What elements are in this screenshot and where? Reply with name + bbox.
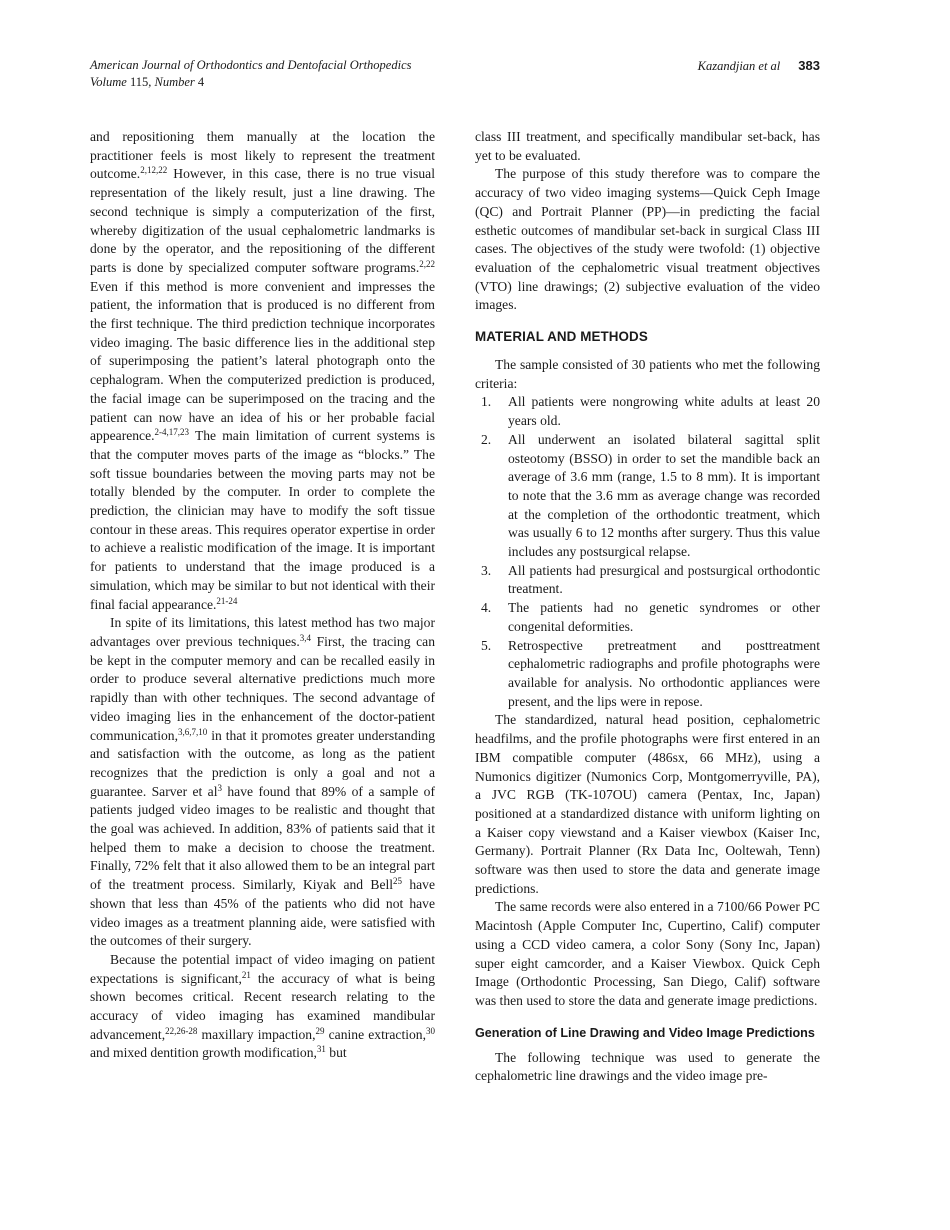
volume-label: Volume xyxy=(90,75,127,89)
paragraph: and repositioning them manually at the location the practitioner feels is most likely to represent the treatment outcome.$^{2,12,22}$ However, in this case, there is no true visual representation of the likely result, just a line drawing. The second technique is simply a computerization of the first, whereby digitization of the usual cephalometric landmarks is done by the operator, and the repositioning of the different parts is done by specialized computer software programs.$^{2,22}$ Even if this method is more convenient and impresses the patient, the information that is produced is no different from the first technique. The third prediction technique incorporates video imaging. The basic difference lies in the additional step of superimposing the patient’s lateral photograph onto the cephalogram. When the computerized prediction is produced, the facial image can be superimposed on the tracing and the patient can now have an idea of his or her probable facial appearence.$^{2-4,17,23}$ The main limitation of current systems is that the computer moves parts of the image as “blocks.” The soft tissue boundaries between the moving parts may not be totally blended by the computer. In order to complete the prediction, the clinician may have to modify the soft tissue contour in these areas. This requires operator expertise in order to achieve a realistic modification of the image. It is important for patients to understand that the image produced is a simulation, which may be similar to but not identical with their final facial appearance.$^{21-24}$ xyxy=(90,129,435,612)
criteria-list xyxy=(475,393,820,711)
issue-number: 4 xyxy=(197,75,205,89)
number-label: Number xyxy=(154,75,195,89)
citation: 25 xyxy=(393,876,403,887)
left-column xyxy=(90,128,435,1063)
section-heading: MATERIAL AND METHODS xyxy=(475,329,648,345)
journal-title: American Journal of Orthodontics and Dentofacial Orthopedics xyxy=(90,58,412,72)
running-header-right xyxy=(698,57,820,75)
citation: 31 xyxy=(316,1044,326,1055)
paragraph: Because the potential impact of video imaging on patient expectations is significant,$^{21}$ the accuracy of what is being shown becomes critical. Recent research relating to the accuracy of video imaging has examined mandibular advancement,$^{22,26-28}$ maxillary impaction,$^{29}$ canine extraction,$^{30}$ and mixed dentition growth modification,$^{31}$ but xyxy=(90,951,435,1061)
paragraph: The same records were also entered in a 7100/66 Power PC Macintosh (Apple Computer Inc, Cupertino, Calif) computer using a CCD video camera, a color Sony (Sony Inc, Japan) super eight camcorder, and a Kaiser Viewbox. Quick Ceph Image (Orthodontic Processing, San Diego, Calif) software was then used to store the data and generate image predictions. xyxy=(475,899,820,1008)
paragraph: In spite of its limitations, this latest method has two major advantages over previous techniques.$^{3,4}$ First, the tracing can be kept in the computer memory and can be recalled easily in order to produce several alternative predictions much more rapidly than with other techniques. The second advantage of video imaging lies in the enhancement of the doctor-patient communication,$^{3,6,7,10}$ in that it promotes greater understanding and satisfaction with the outcome, as long as the patient recognizes that the prediction is only a goal and not a guarantee. Sarver et $al^3$ have found that 89% of a sample of patients judged video images to be realistic and thought that the goal was achieved. In addition, 83% of patients said that it helped them to make a decision to choose the treatment. Finally, 72% felt that it also allowed them to be an integral part of the treatment process. Similarly, Kiyak and Bell$^{25}$ have shown that less than 45% of the patients who did not have video images as a treatment planning aide, were satisfied with the outcomes of their surgery. xyxy=(90,615,435,949)
subsection-heading: Generation of Line Drawing and Video Image Predictions xyxy=(475,1025,815,1040)
citation: 30 xyxy=(426,1025,435,1036)
paragraph: class III treatment, and specifically mandibular set-back, has yet to be evaluated. xyxy=(475,129,820,163)
citation: 21-24 xyxy=(216,595,238,606)
citation: 21 xyxy=(241,969,251,980)
citation: 2-4,17,23 xyxy=(154,427,190,438)
citation: 29 xyxy=(315,1025,325,1036)
paragraph: The following technique was used to generate the cephalometric line drawings and the video image pre- xyxy=(475,1049,820,1084)
right-column xyxy=(475,128,820,1086)
paragraph: The sample consisted of 30 patients who met the following criteria: xyxy=(475,357,820,391)
list-item: 5. Retrospective pretreatment and posttreatment cephalometric radiographs and profile photographs were available for analysis. No orthodontic appliances were present, and the lips were in repose. xyxy=(481,637,820,709)
citation: 22,26-28 xyxy=(165,1025,198,1036)
citation: 2,22 xyxy=(419,258,435,269)
volume-issue: Volume 115, Number 4 xyxy=(90,75,205,89)
citation: 3 xyxy=(217,782,222,793)
citation: 3,6,7,10 xyxy=(177,726,208,737)
list-item: 4. The patients had no genetic syndromes or other congenital deformities. xyxy=(481,600,820,634)
list-item: 1. All patients were nongrowing white adults at least 20 years old. xyxy=(481,394,820,429)
running-header-left xyxy=(90,57,412,91)
list-item: 2. All underwent an isolated bilateral sagittal split osteotomy (BSSO) in order to set the mandible back an average of 3.6 mm (range, 1.5 to 8 mm). It is important to note that the 3.6 mm as average change was recorded at the completion of the orthodontic treatment, which was usually 6 to 12 months after surgery. Thus this value includes any postsurgical relapse. xyxy=(481,431,820,560)
paragraph: The standardized, natural head position, cephalometric headfilms, and the profile photographs were first entered in an IBM compatible computer (486sx, 66 MHz), using a Numonics digitizer (Numonics Corp, Montgomerryville, PA), a JVC RGB (TK-107OU) camera (Pentax, Inc, Japan) positioned at a standardized distance with uniform lighting on a Kaiser copy viewstand and a Kaiser viewbox (Kaiser Inc, Germany). Portrait Planner (Rx Data Inc, Ooltewah, Tenn) software was then used to store the data and generate image predictions. xyxy=(475,712,820,896)
citation: 2,12,22 xyxy=(140,165,168,176)
volume-number: 115 xyxy=(129,75,149,89)
page-number: 383 xyxy=(798,58,820,73)
paragraph: The purpose of this study therefore was to compare the accuracy of two video imaging systems—Quick Ceph Image (QC) and Portrait Planner (PP)—in predicting the facial esthetic outcomes of mandibular set-back in surgical Class III cases. The objectives of the study were twofold: (1) objective evaluation of the cephalometric visual treatment objectives (VTO) line drawings; (2) subjective evaluation of the video images. xyxy=(475,166,820,313)
list-item: 3. All patients had presurgical and postsurgical orthodontic treatment. xyxy=(481,562,820,597)
running-authors: Kazandjian et al xyxy=(697,59,781,73)
citation: 3,4 xyxy=(299,632,311,643)
